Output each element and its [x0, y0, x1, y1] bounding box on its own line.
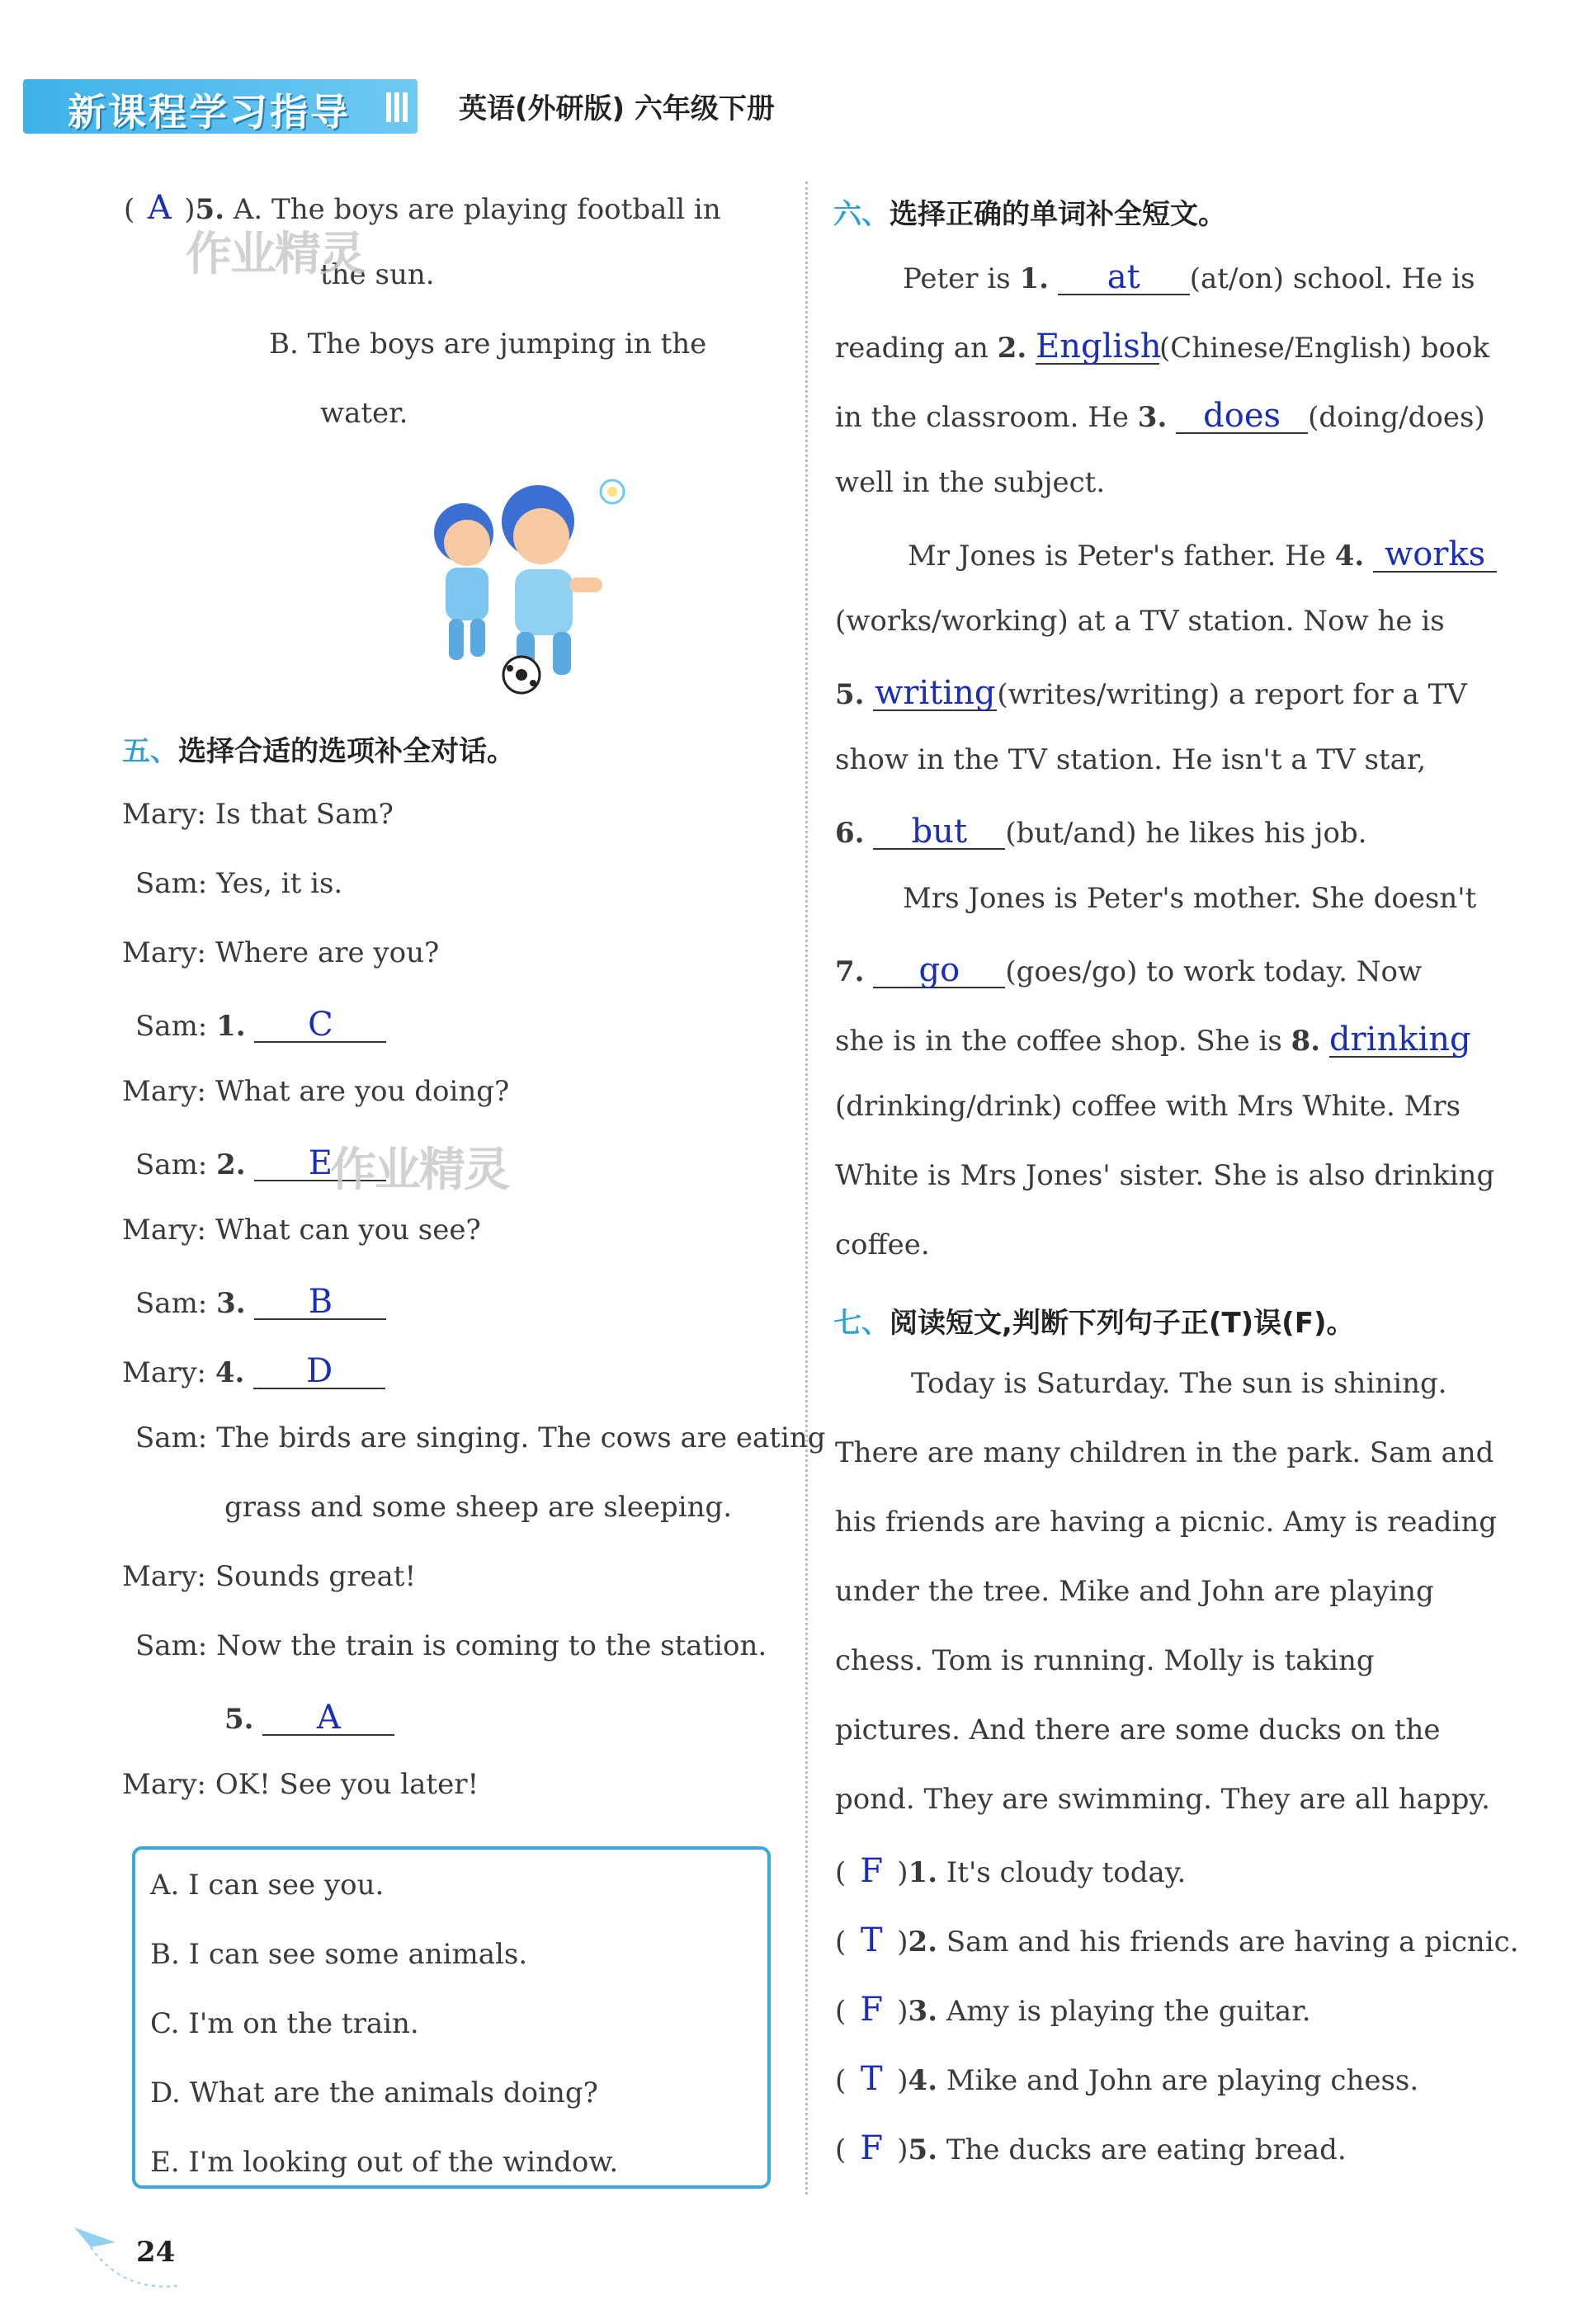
- page-number: 24: [136, 2236, 176, 2269]
- q4-item5-optB-line1: B. The boys are jumping in the: [269, 328, 707, 361]
- section5-heading: 五、选择合适的选项补全对话。: [122, 735, 515, 768]
- s6-line-2: reading an 2. English(Chinese/English) book: [835, 328, 1490, 365]
- q4-item5-optB-line2: water.: [320, 397, 408, 430]
- s7-item-1: ( F )1. It's cloudy today.: [835, 1852, 1187, 1890]
- book-title: 英语(外研版) 六年级下册: [459, 92, 775, 125]
- dialogue-line-1: Mary: Is that Sam?: [122, 798, 394, 831]
- boys-playing-football-illustration: [413, 462, 644, 701]
- dialogue-line-10: Sam: The birds are singing. The cows are eating: [135, 1421, 826, 1454]
- watermark: 作业精灵: [186, 228, 364, 281]
- dialogue-line-12: Sam: Now the train is coming to the station.: [135, 1629, 767, 1662]
- q4-item5-optA-line2: the sun.: [320, 258, 435, 291]
- dialogue-line-13: 5. A: [224, 1701, 394, 1736]
- blank-answer-5: A: [262, 1701, 394, 1736]
- s6-line-9: 6. but (but/and) he likes his job.: [835, 813, 1367, 851]
- s7-passage-1: Today is Saturday. The sun is shining.: [911, 1367, 1447, 1400]
- s6-blank-2: English: [1036, 328, 1162, 365]
- s6-line-14: White is Mrs Jones' sister. She is also drinking: [835, 1159, 1495, 1192]
- brand-bars-decoration: [386, 92, 411, 125]
- dialogue-line-2: Sam: Yes, it is.: [135, 867, 343, 900]
- blank-answer-2: E: [254, 1147, 386, 1181]
- s6-blank-5: writing: [875, 674, 996, 712]
- s7-passage-7: pond. They are swimming. They are all happy.: [835, 1783, 1490, 1816]
- dialogue-line-9: Mary: 4. D: [122, 1355, 385, 1389]
- s6-line-7: 5. writing(writes/writing) a report for a TV: [835, 674, 1467, 712]
- s7-item-2: ( T )2. Sam and his friends are having a picnic.: [835, 1921, 1519, 1959]
- s7-passage-2: There are many children in the park. Sam and: [835, 1436, 1494, 1469]
- dialogue-line-8: Sam: 3. B: [135, 1285, 386, 1320]
- option-D: D. What are the animals doing?: [150, 2077, 598, 2110]
- s7-passage-4: under the tree. Mike and John are playing: [835, 1575, 1434, 1608]
- s6-line-6: (works/working) at a TV station. Now he is: [835, 605, 1445, 638]
- s6-blank-6: but: [873, 815, 1005, 850]
- column-divider: [805, 181, 808, 2194]
- dialogue-line-11: Mary: Sounds great!: [122, 1560, 417, 1593]
- s6-line-4: well in the subject.: [835, 466, 1106, 499]
- dialogue-line-14: Mary: OK! See you later!: [122, 1768, 479, 1801]
- option-A: A. I can see you.: [150, 1869, 385, 1902]
- option-E: E. I'm looking out of the window.: [150, 2146, 619, 2179]
- blank-answer-4: D: [253, 1355, 385, 1389]
- s7-item-4: ( T )4. Mike and John are playing chess.: [835, 2060, 1419, 2098]
- s7-answer-1: F: [860, 1852, 884, 1890]
- dialogue-line-7: Mary: What can you see?: [122, 1214, 481, 1247]
- s6-line-10: Mrs Jones is Peter's mother. She doesn't: [903, 882, 1477, 915]
- s6-line-5: Mr Jones is Peter's father. He 4. works: [908, 538, 1497, 573]
- q4-item5-answer: A: [147, 189, 172, 227]
- q4-item5-line1: ( A )5. A. The boys are playing football in: [124, 189, 721, 227]
- s7-passage-6: pictures. And there are some ducks on the: [835, 1714, 1441, 1747]
- s7-answer-2: T: [860, 1921, 883, 1959]
- s6-line-11: 7. go (goes/go) to work today. Now: [835, 951, 1423, 989]
- option-C: C. I'm on the train.: [150, 2007, 419, 2040]
- s6-line-1: Peter is 1. at (at/on) school. He is: [903, 258, 1475, 296]
- s6-blank-4: works: [1373, 538, 1497, 573]
- s7-item-5: ( F )5. The ducks are eating bread.: [835, 2129, 1347, 2167]
- s6-line-8: show in the TV station. He isn't a TV star,: [835, 743, 1427, 776]
- dialogue-line-5: Mary: What are you doing?: [122, 1075, 510, 1108]
- s6-blank-7: go: [873, 954, 1005, 988]
- s6-blank-3: does: [1176, 399, 1308, 434]
- blank-answer-3: B: [254, 1285, 386, 1320]
- s6-line-13: (drinking/drink) coffee with Mrs White. Mrs: [835, 1090, 1461, 1123]
- blank-answer-1: C: [254, 1008, 386, 1043]
- brand-title: 新课程学习指导: [68, 90, 351, 134]
- s6-line-3: in the classroom. He 3. does (doing/does): [835, 397, 1485, 435]
- dialogue-line-6: Sam: 2. E: [135, 1147, 386, 1181]
- s7-answer-4: T: [860, 2060, 883, 2098]
- s6-line-15: coffee.: [835, 1228, 930, 1261]
- dialogue-line-4: Sam: 1. C: [135, 1008, 386, 1043]
- dialogue-line-3: Mary: Where are you?: [122, 936, 440, 969]
- watermark-2: 作业精灵: [330, 1143, 508, 1197]
- s7-passage-5: chess. Tom is running. Molly is taking: [835, 1644, 1375, 1677]
- s6-blank-8: drinking: [1328, 1021, 1471, 1058]
- section6-heading: 六、选择正确的单词补全短文。: [833, 198, 1226, 231]
- s7-passage-3: his friends are having a picnic. Amy is reading: [835, 1506, 1498, 1539]
- dialogue-line-10b: grass and some sheep are sleeping.: [224, 1491, 733, 1524]
- s6-blank-1: at: [1058, 261, 1190, 295]
- s7-answer-3: F: [860, 1991, 884, 2029]
- s6-line-12: she is in the coffee shop. She is 8. drinking: [835, 1021, 1471, 1058]
- s7-answer-5: F: [860, 2129, 884, 2167]
- s7-item-3: ( F )3. Amy is playing the guitar.: [835, 1991, 1311, 2029]
- section7-heading: 七、阅读短文,判断下列句子正(T)误(F)。: [833, 1307, 1355, 1340]
- option-B: B. I can see some animals.: [150, 1938, 528, 1971]
